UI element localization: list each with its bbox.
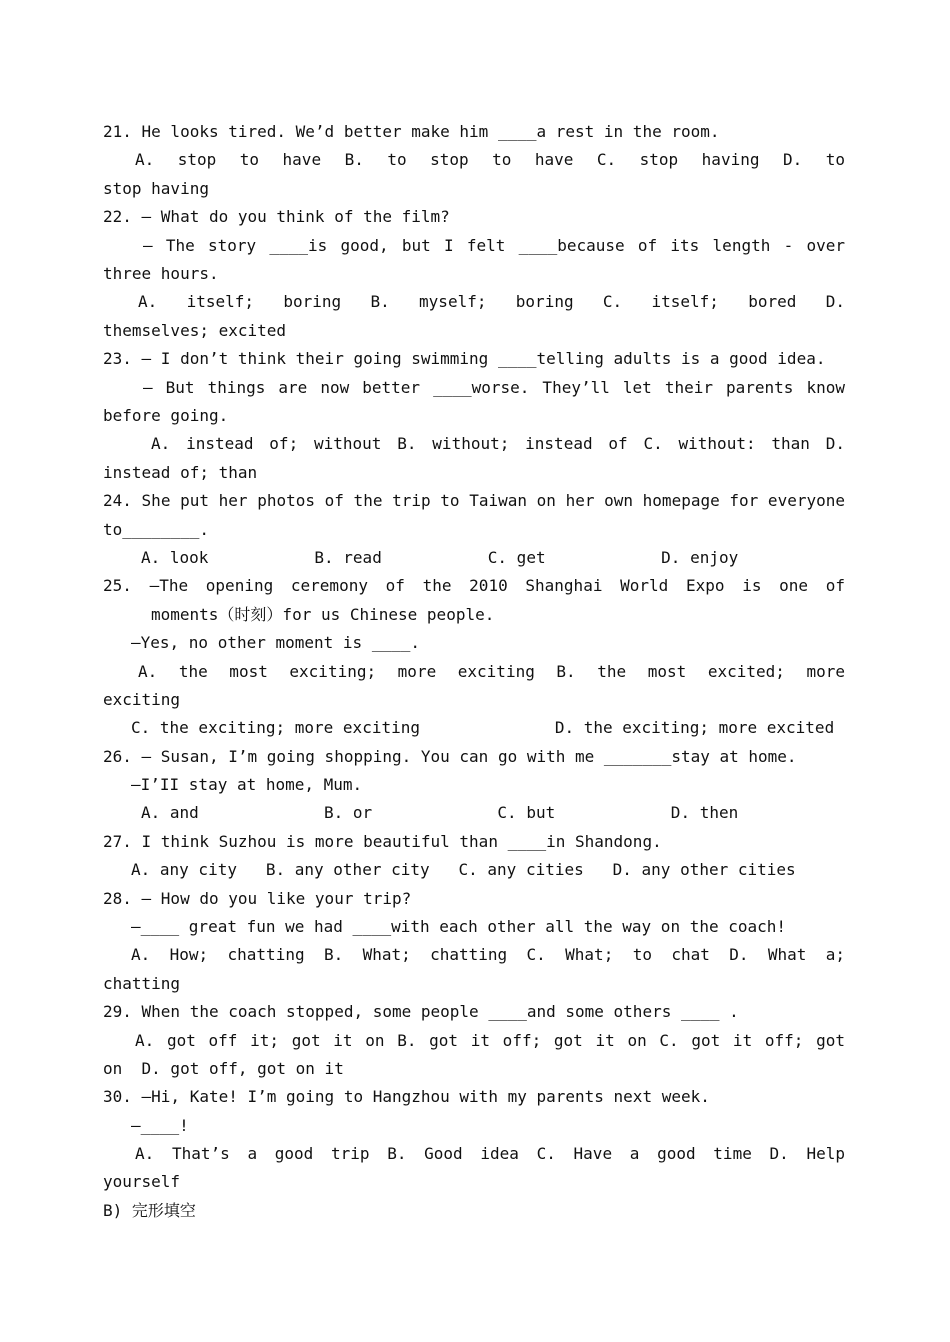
text-line: A. instead of; without B. without; instead of C. without: than D. bbox=[151, 434, 845, 453]
text-line: A. look B. read C. get D. enjoy bbox=[141, 548, 739, 567]
text-line: 21. He looks tired. We’d better make him ____a rest in the room. bbox=[103, 122, 720, 141]
text-line: 24. She put her photos of the trip to Taiwan on her own homepage for everyone bbox=[103, 491, 845, 510]
text-line: exciting bbox=[103, 690, 181, 709]
text-line: instead of; than bbox=[103, 463, 258, 482]
text-line: —____! bbox=[131, 1116, 189, 1135]
text-line: 27. I think Suzhou is more beautiful than ____in Shandong. bbox=[103, 832, 662, 851]
text-line: on D. got off, got on it bbox=[103, 1059, 344, 1078]
text-line: 30. —Hi, Kate! I’m going to Hangzhou with my parents next week. bbox=[103, 1087, 710, 1106]
text-line: 26. — Susan, I’m going shopping. You can go with me _______stay at home. bbox=[103, 747, 797, 766]
text-line: three hours. bbox=[103, 264, 219, 283]
text-line: 23. — I don’t think their going swimming ____telling adults is a good idea. bbox=[103, 349, 826, 368]
text-line: yourself bbox=[103, 1172, 181, 1191]
text-line: A. That’s a good trip B. Good idea C. Have a good time D. Help bbox=[135, 1144, 845, 1163]
text-line: —____ great fun we had ____with each other all the way on the coach! bbox=[131, 917, 787, 936]
text-line: 29. When the coach stopped, some people ____and some others ____ . bbox=[103, 1002, 739, 1021]
text-line: before going. bbox=[103, 406, 229, 425]
text-line: A. stop to have B. to stop to have C. stop having D. to bbox=[135, 150, 845, 169]
text-line: chatting bbox=[103, 974, 181, 993]
text-line: — The story ____is good, but I felt ____because of its length - over bbox=[143, 236, 845, 255]
text-line: A. itself; boring B. myself; boring C. itself; bored D. bbox=[138, 292, 845, 311]
text-line: A. How; chatting B. What; chatting C. What; to chat D. What a; bbox=[131, 945, 845, 964]
text-line: —Yes, no other moment is ____. bbox=[131, 633, 420, 652]
text-line: themselves; excited bbox=[103, 321, 287, 340]
text-line: to________. bbox=[103, 520, 209, 539]
text-line: A. the most exciting; more exciting B. the most excited; more bbox=[138, 662, 845, 681]
text-line: A. got off it; got it on B. got it off; got it on C. got it off; got bbox=[135, 1031, 845, 1050]
text-line: A. and B. or C. but D. then bbox=[141, 803, 739, 822]
text-line: stop having bbox=[103, 179, 209, 198]
text-line: C. the exciting; more exciting D. the exciting; more excited bbox=[131, 718, 835, 737]
text-line: 22. — What do you think of the film? bbox=[103, 207, 450, 226]
text-line: 25. —The opening ceremony of the 2010 Shanghai World Expo is one of bbox=[103, 576, 845, 595]
text-line: —I’II stay at home, Mum. bbox=[131, 775, 363, 794]
text-line: — But things are now better ____worse. They’ll let their parents know bbox=[143, 378, 845, 397]
text-line: 28. — How do you like your trip? bbox=[103, 889, 412, 908]
text-line: moments（时刻）for us Chinese people. bbox=[151, 605, 495, 624]
text-line: A. any city B. any other city C. any cities D. any other cities bbox=[131, 860, 796, 879]
text-line: B) 完形填空 bbox=[103, 1201, 196, 1220]
